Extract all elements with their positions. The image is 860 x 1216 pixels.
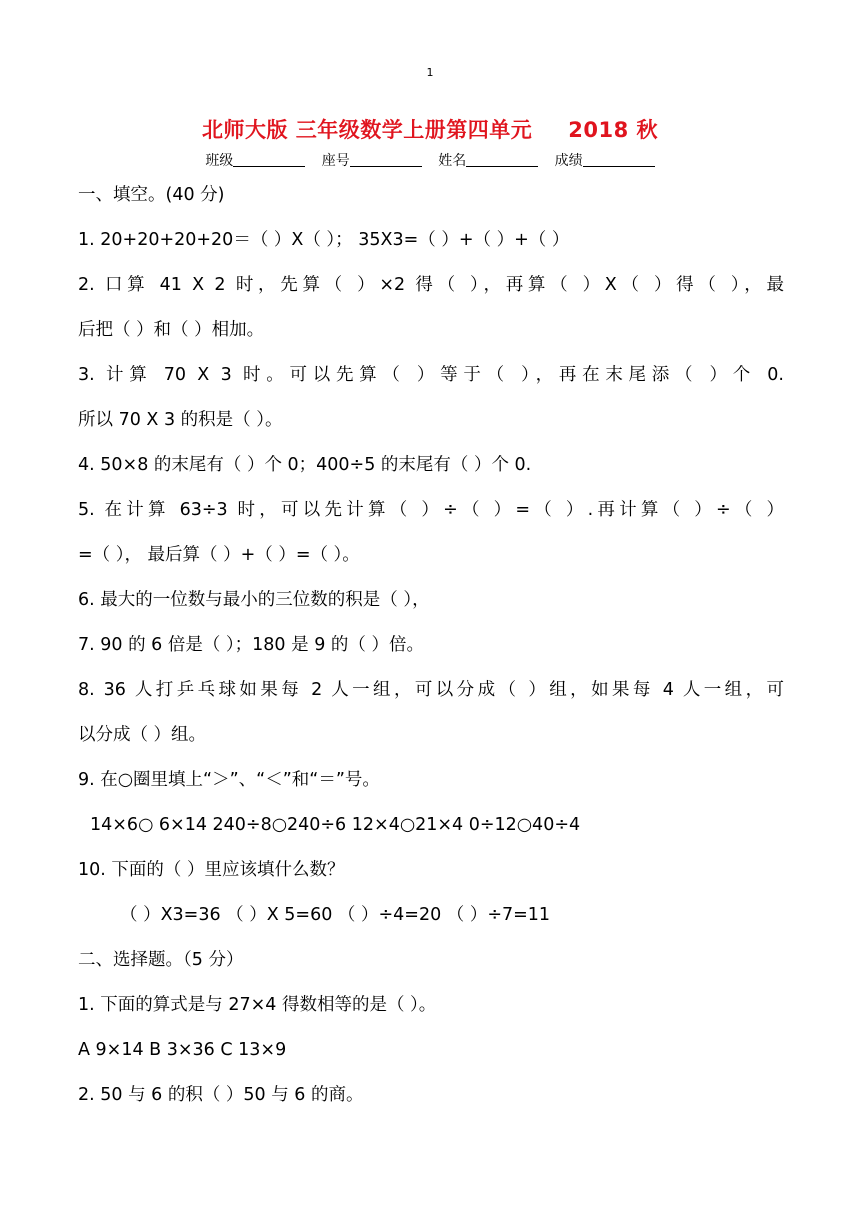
section-heading-fill-blank: 一、填空。(40 分): [78, 185, 225, 205]
question-2: 2. 口算 41 X 2 时，先算（ ）×2 得（ ），再算（ ）X（ ）得（ ），最: [78, 275, 784, 295]
title-main: 北师大版 三年级数学上册第四单元: [201, 118, 533, 142]
question-5: 5. 在计算 63÷3 时，可以先计算（ ）÷（ ）=（ ）.再计算（ ）÷（ ）: [78, 500, 784, 520]
question-8: 8. 36 人打乒乓球如果每 2 人一组，可以分成（ ）组，如果每 4 人一组，可: [78, 680, 784, 700]
choice-question-1: 1. 下面的算式是与 27×4 得数相等的是（ ）。: [78, 995, 437, 1015]
choice-question-2: 2. 50 与 6 的积（ ）50 与 6 的商。: [78, 1085, 364, 1105]
question-8-cont: 以分成（ ）组。: [78, 725, 207, 745]
class-blank[interactable]: [233, 152, 305, 167]
seat-field: 座号: [322, 150, 422, 170]
choice-question-1-options: A 9×14 B 3×36 C 13×9: [78, 1040, 287, 1060]
question-6: 6. 最大的一位数与最小的三位数的积是（ ），: [78, 590, 430, 610]
question-9: 9. 在○圈里填上“＞”、“＜”和“＝”号。: [78, 770, 380, 790]
class-field: 班级: [205, 150, 305, 170]
title-year: 2018 秋: [568, 118, 659, 142]
question-10: 10. 下面的（ ）里应该填什么数？: [78, 860, 345, 880]
question-2-cont: 后把（ ）和（ ）相加。: [78, 320, 265, 340]
question-3-cont: 所以 70 X 3 的积是（ ）。: [78, 410, 283, 430]
question-9-items: 14×6○ 6×14 240÷8○240÷6 12×4○21×4 0÷12○40÷4: [90, 815, 581, 835]
question-7: 7. 90 的 6 倍是（ ）；180 是 9 的（ ）倍。: [78, 635, 424, 655]
page-number: 1: [426, 66, 434, 79]
score-blank[interactable]: [583, 152, 655, 167]
question-1: 1. 20+20+20+20＝（ ）X（ ）； 35X3=（ ）+（ ）+（ ）: [78, 230, 570, 250]
question-5-cont: =（ ）， 最后算（ ）+（ ）=（ ）。: [78, 545, 360, 565]
question-4: 4. 50×8 的末尾有（ ）个 0；400÷5 的末尾有（ ）个 0.: [78, 455, 532, 475]
worksheet-title: [0, 114, 860, 144]
section-heading-choice: 二、选择题。（5 分）: [78, 950, 244, 970]
question-3: 3. 计算 70 X 3 时。可以先算（ ）等于（ ），再在末尾添（ ）个 0.: [78, 365, 784, 385]
student-info-row: [0, 150, 860, 170]
question-10-items: （ ）X3=36 （ ）X 5=60 （ ）÷4=20 （ ）÷7=11: [120, 905, 551, 925]
name-field: 姓名: [438, 150, 538, 170]
name-blank[interactable]: [466, 152, 538, 167]
score-field: 成绩: [555, 150, 655, 170]
seat-blank[interactable]: [350, 152, 422, 167]
